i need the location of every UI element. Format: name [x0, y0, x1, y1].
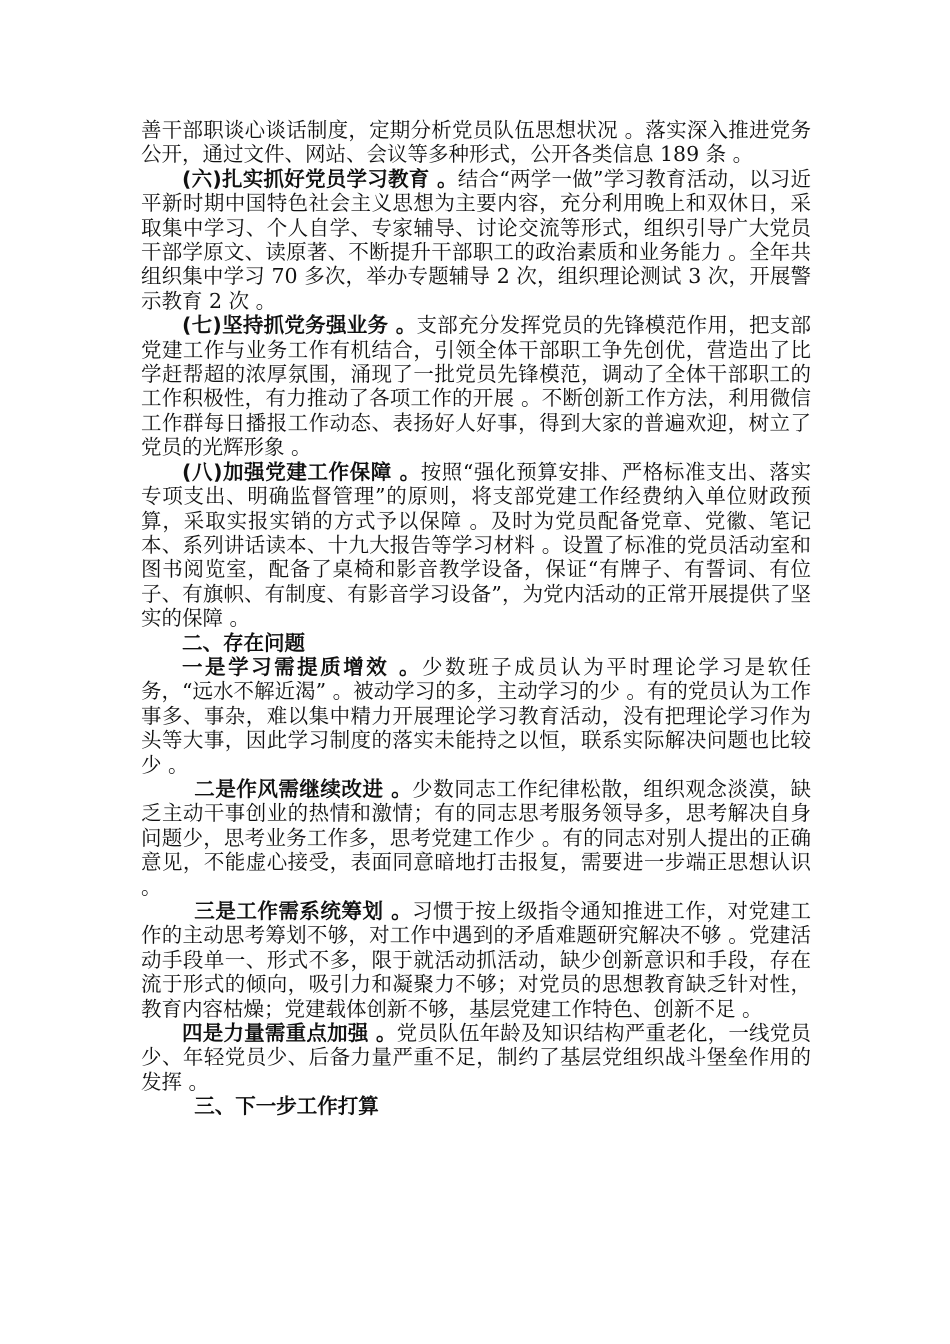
problem-item-style [141, 777, 811, 899]
problem-item-planning [141, 899, 811, 1021]
paragraph-text: 善干部职谈心谈话制度，定期分析党员队伍思想状况 。落实深入推进党务公开，通过文件、网站、会议等多种形式，公开各类信息 189 条 。 [141, 118, 811, 167]
problem-text: 习惯于按上级指令通知推进工作，对党建工作的主动思考筹划不够，对工作中遇到的矛盾难题研究解决不够 。党建活动手段单一、形式不多，限于就活动抓活动，缺少创新意识和手段，存在流于形式的倾向，吸引力和凝聚力不够；对党员的思想教育缺乏针对性，教育内容枯燥；党建载体创新不够，基层党建工作特色、创新不足 。 [141, 899, 812, 1021]
problem-lead: 一是学习需提质增效 。 [182, 654, 422, 679]
paragraph-lead: (六)扎实抓好党员学习教育 。 [182, 166, 458, 191]
paragraph-lead: (八)加强党建工作保障 。 [182, 459, 421, 484]
problem-item-study [141, 655, 811, 777]
document-page [141, 118, 811, 1119]
problem-text: 少数班子成员认为平时理论学习是软任务，“远水不解近渴” 。被动学习的多，主动学习的少 。有的党员认为工作事多、事杂，难以集中精力开展理论学习教育活动，没有把理论学习作为头等大事，因此学习制度的落实未能持之以恒，联系实际解决问题也比较少 。 [141, 654, 812, 777]
section-heading-next-steps: 三、下一步工作打算 [194, 1094, 379, 1119]
problem-text: 党员队伍年龄及知识结构严重老化，一线党员少、年轻党员少、后备力量严重不足，制约了基层党组织战斗堡垒作用的发挥 。 [141, 1021, 811, 1094]
problem-lead: 四是力量需重点加强 。 [182, 1021, 397, 1046]
paragraph-lead: (七)坚持抓党务强业务 。 [182, 313, 417, 338]
problem-lead: 二是作风需继续改进 。 [194, 776, 413, 801]
paragraph-work-guarantee [141, 460, 811, 631]
paragraph-text: 按照“强化预算安排、严格标准支出、落实专项支出、明确监督管理”的原则，将支部党建工作经费纳入单位财政预算，采取实报实销的方式予以保障 。及时为党员配备党章、党徽、笔记本、系列讲话读本、十九大报告等学习材料 。设置了标准的党员活动室和图书阅览室，配备了桌椅和影音教学设备，保证“有牌子、有誓词、有位子、有旗帜、有制度、有影音学习设备”，为党内活动的正常开展提供了坚实的保障 。 [141, 459, 812, 631]
paragraph-text: 支部充分发挥党员的先锋模范作用，把支部党建工作与业务工作有机结合，引领全体干部职工争先创优，营造出了比学赶帮超的浓厚氛围，涌现了一批党员先锋模范，调动了全体干部职工的工作积极性，有力推动了各项工作的开展 。不断创新工作方法，利用微信工作群每日播报工作动态、表扬好人好事，得到大家的普遍欢迎，树立了党员的光辉形象 。 [141, 313, 812, 460]
problem-lead: 三是工作需系统筹划 。 [194, 899, 413, 923]
paragraph-party-business [141, 313, 811, 459]
paragraph-continuation [141, 118, 811, 167]
paragraph-text: 结合“两学一做”学习教育活动，以习近平新时期中国特色社会主义思想为主要内容，充分利用晚上和双休日，采取集中学习、个人自学、专家辅导、讨论交流等形式，组织引导广大党员干部学原文、读原著、不断提升干部职工的政治素质和业务能力 。全年共组织集中学习 70 多次，举办专题辅导 2 次，组织理论测试 3 次，开展警示教育 2 次 。 [141, 166, 811, 313]
section-heading-problems: 二、存在问题 [182, 630, 305, 655]
problem-item-strength [141, 1021, 811, 1094]
problem-text: 少数同志工作纪律松散，组织观念淡漠，缺乏主动干事创业的热情和激情；有的同志思考服务领导多，思考解决自身问题少，思考业务工作多，思考党建工作少 。有的同志对别人提出的正确意见，不能虚心接受，表面同意暗地打击报复，需要进一步端正思想认识 。 [141, 776, 812, 899]
paragraph-study-education [141, 167, 811, 313]
